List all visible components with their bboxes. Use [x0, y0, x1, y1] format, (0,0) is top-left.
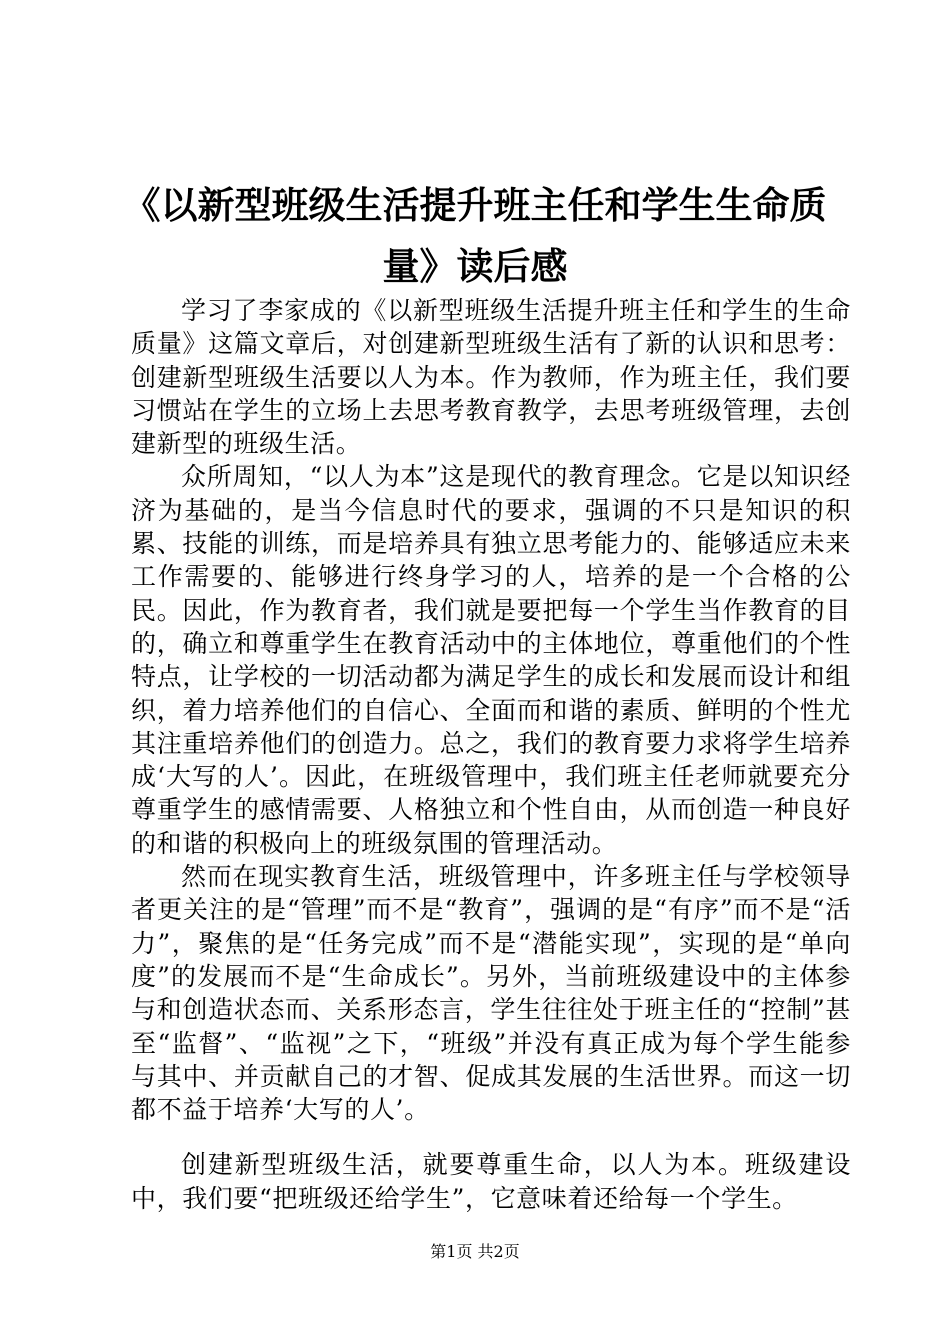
document-title-line-2: 量》读后感	[382, 245, 568, 288]
paragraph: 然而在现实教育生活，班级管理中，许多班主任与学校领导者更关注的是“管理”而不是“教育”，强调的是“有序”而不是“活力”，聚焦的是“任务完成”而不是“潜能实现”，实现的是“单向度”的发展而不是“生命成长”。另外，当前班级建设中的主体参与和创造状态而、关系形态言，学生往往处于班主任的“控制”甚至“监督”、“监视”之下，“班级”并没有真正成为每个学生能参与其中、并贡献自己的才智、促成其发展的生活世界。而这一切都不益于培养‘大写的人’。	[131, 862, 851, 1125]
paragraph: 众所周知，“以人为本”这是现代的教育理念。它是以知识经济为基础的，是当今信息时代的要求，强调的不只是知识的积累、技能的训练，而是培养具有独立思考能力的、能够适应未来工作需要的、能够进行终身学习的人，培养的是一个合格的公民。因此，作为教育者，我们就是要把每一个学生当作教育的目的，确立和尊重学生在教育活动中的主体地位，尊重他们的个性特点，让学校的一切活动都为满足学生的成长和发展而设计和组织，着力培养他们的自信心、全面而和谐的素质、鲜明的个性尤其注重培养他们的创造力。总之，我们的教育要力求将学生培养成‘大写的人’。因此，在班级管理中，我们班主任老师就要充分尊重学生的感情需要、人格独立和个性自由，从而创造一种良好的和谐的积极向上的班级氛围的管理活动。	[131, 462, 851, 858]
paragraph: 创建新型班级生活，就要尊重生命，以人为本。班级建设中，我们要“把班级还给学生”，它意味着还给每一个学生。	[131, 1150, 851, 1213]
paragraph: 学习了李家成的《以新型班级生活提升班主任和学生的生命质量》这篇文章后，对创建新型班级生活有了新的认识和思考：创建新型班级生活要以人为本。作为教师，作为班主任，我们要习惯站在学生的立场上去思考教育教学，去思考班级管理，去创建新型的班级生活。	[131, 296, 851, 459]
document-title-line-1: 《以新型班级生活提升班主任和学生生命质	[123, 184, 827, 227]
document-body	[131, 294, 851, 1215]
page-footer: 第1页 共2页	[430, 1242, 520, 1261]
